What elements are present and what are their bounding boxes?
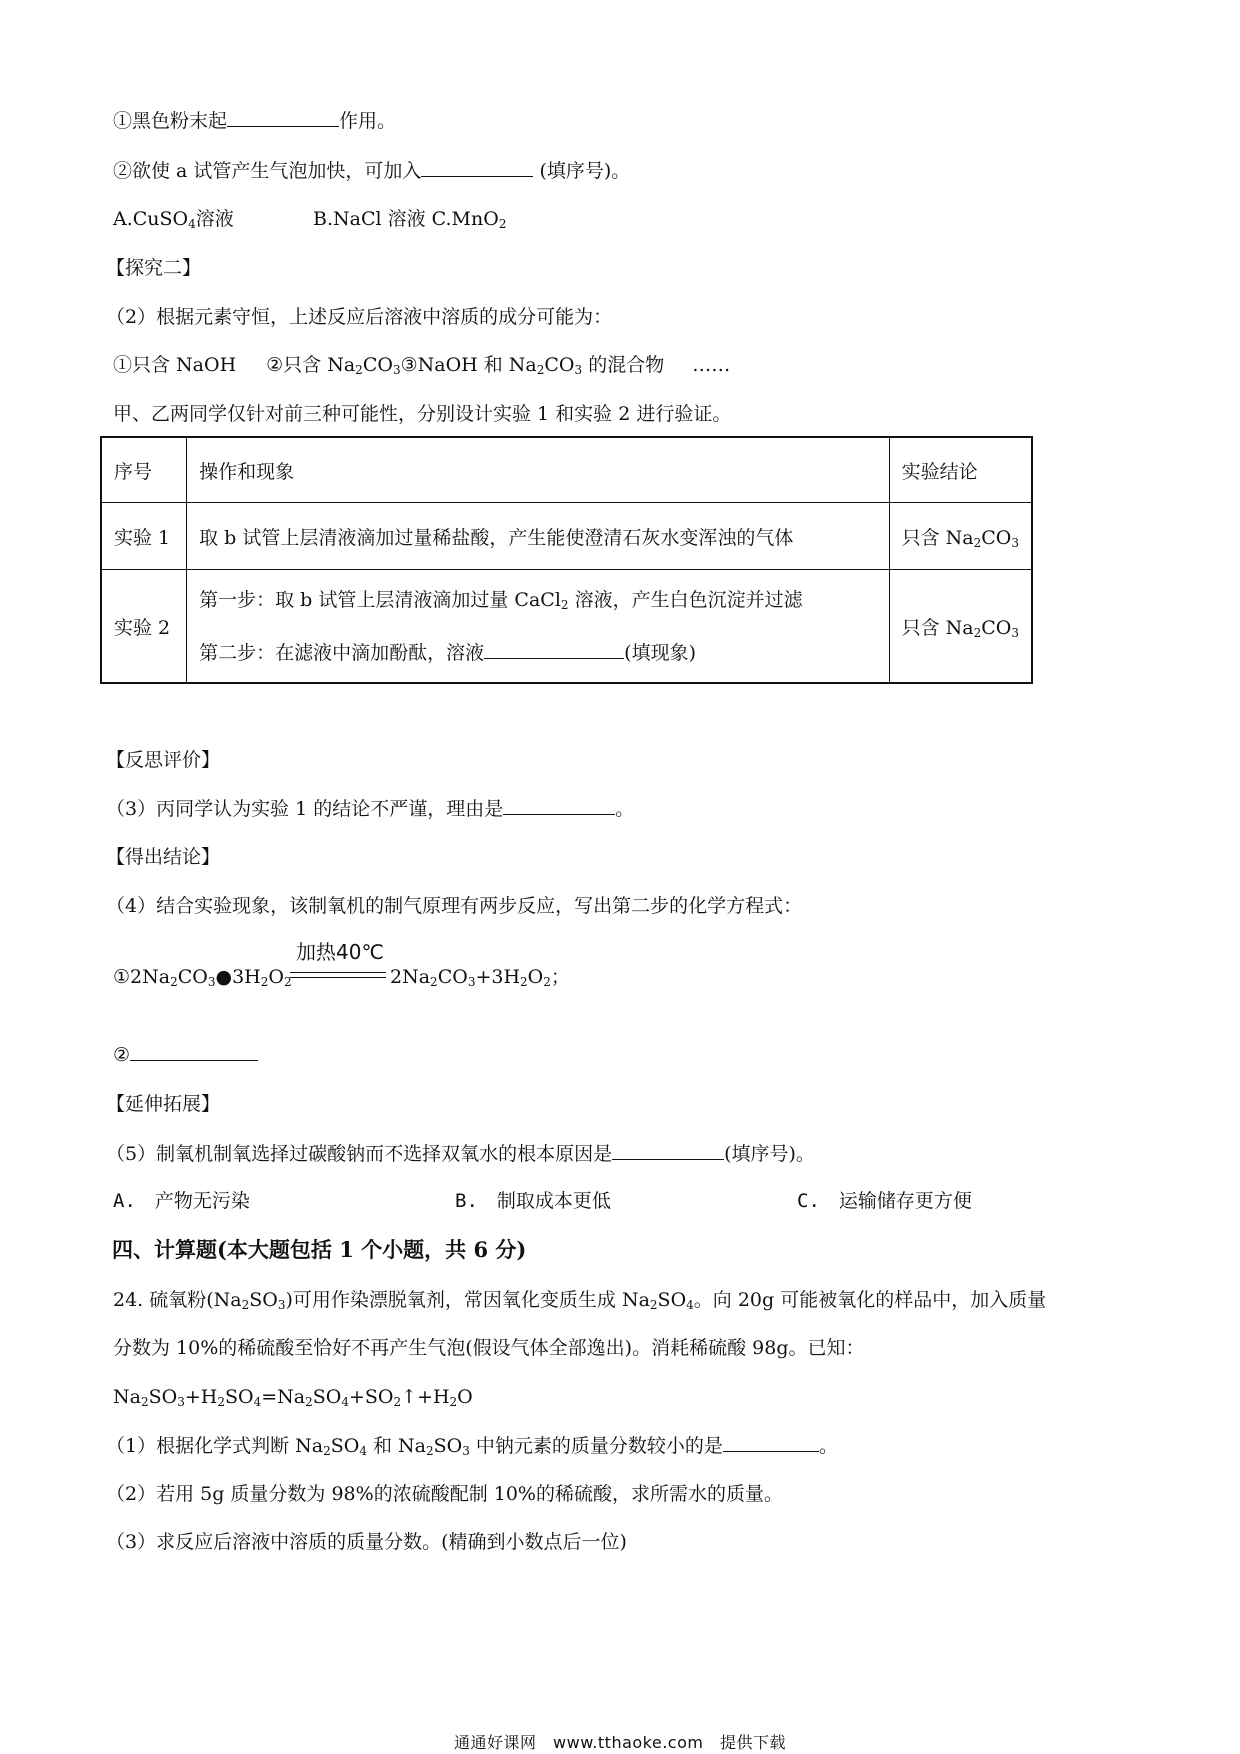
answer-blank[interactable] [612,1139,724,1160]
q1-item-2-text: ②欲使 a 试管产生气泡加快，可加入 [113,160,422,182]
header-conclusion: 实验结论 [889,437,1032,503]
problem-24-equation: $Na_2SO_3+H_2SO_4=Na_2SO_4+SO_2↑+H_2O$ [113,1386,473,1409]
row2-conclusion: 只含 $Na_2CO_3$ [889,570,1032,684]
q1-item-1 [113,106,396,135]
equation-right: $2Na_2CO_3+3H_2O_2$； [390,966,570,989]
answer-blank[interactable] [503,794,615,815]
q5-option-b: B. 制取成本更低 [455,1190,611,1212]
question-5: （5）制氧机制氧选择过碳酸钠而不选择双氧水的根本原因是 (填序号)。 [106,1139,815,1168]
possibility-3: ③NaOH 和 $Na_2CO_3$ 的混合物 [400,354,665,377]
option-b-c: B.NaCl 溶液 C.MnO$_2$ [313,208,507,231]
sub-question-3: （3）求反应后溶液中溶质的质量分数。(精确到小数点后一位) [106,1531,627,1553]
row2-operation [187,570,889,684]
answer-blank[interactable] [130,1040,258,1061]
experiment-table [100,436,1033,684]
row1-num: 实验 1 [101,503,187,570]
row2-num: 实验 2 [101,570,187,684]
q5-options [113,1187,1013,1215]
equation-2: ② [113,1040,258,1069]
possibility-more: …… [692,354,731,376]
q1-item-2-suffix: (填序号)。 [533,160,631,182]
q1-item-1-suffix: 作用。 [339,110,397,132]
row2-step1: 第一步：取 b 试管上层清液滴加过量 CaCl$_2$ 溶液，产生白色沉淀并过滤 [199,588,803,612]
table-row [101,503,1032,570]
section-4-title: 四、计算题(本大题包括 1 个小题，共 6 分) [112,1237,527,1262]
header-operation: 操作和现象 [187,437,889,503]
q5-option-a: A. 产物无污染 [113,1190,250,1212]
header-num: 序号 [101,437,187,503]
problem-24-line1: 24. 硫氧粉$(Na_2SO_3)$可用作染漂脱氧剂，常因氧化变质生成 $Na_2SO_4$。向 20g 可能被氧化的样品中，加入质量 [113,1289,1047,1312]
option-a: A.CuSO$_4$溶液 [113,208,234,231]
footer-download-note: 通通好课网 www.tthaoke.com 提供下载 [454,1733,786,1752]
table-header-row [101,437,1032,503]
reaction-condition: 加热40℃ [296,940,384,964]
section-heading-explore2: 【探究二】 [106,257,202,279]
answer-blank[interactable] [227,106,339,127]
q1-item-2 [113,156,630,185]
row2-step2: 第二步：在滤液中滴加酚酞，溶液 (填现象) [199,629,876,677]
question-2: （2）根据元素守恒，上述反应后溶液中溶质的成分可能为： [106,306,613,328]
possibility-2: ②只含 $Na_2CO_3$ [266,354,401,377]
row1-conclusion: 只含 $Na_2CO_3$ [889,503,1032,570]
answer-blank[interactable] [484,638,624,659]
equation-left: $①2Na_2CO_3●3H_2O_2$ [113,966,292,989]
section-heading-reflect: 【反思评价】 [106,749,221,771]
experiment-intro: 甲、乙两同学仅针对前三种可能性，分别设计实验 1 和实验 2 进行验证。 [113,403,732,425]
q5-option-c: C. 运输储存更方便 [797,1190,972,1212]
section-heading-conclude: 【得出结论】 [106,846,221,868]
question-4: （4）结合实验现象，该制氧机的制气原理有两步反应，写出第二步的化学方程式： [106,895,803,917]
table-row [101,570,1032,684]
possibilities [113,351,730,384]
answer-blank[interactable] [723,1431,819,1452]
q1-item-1-text: ①黑色粉末起 [113,110,228,132]
sub-question-1: （1）根据化学式判断 $Na_2SO_4$ 和 $Na_2SO_3$ 中钠元素的质量分数较小的是 。 [106,1431,838,1465]
question-3: （3）丙同学认为实验 1 的结论不严谨，理由是 。 [106,794,634,823]
section-heading-extend: 【延伸拓展】 [106,1093,221,1115]
q1-options [113,205,633,233]
possibility-1: ①只含 NaOH [113,354,237,376]
answer-blank[interactable] [421,156,533,177]
problem-24-line2: 分数为 10%的稀硫酸至恰好不再产生气泡(假设气体全部逸出)。消耗稀硫酸 98g。已知： [113,1337,865,1359]
sub-question-2: （2）若用 5g 质量分数为 98%的浓硫酸配制 10%的稀硫酸，求所需水的质量。 [106,1483,783,1505]
row1-operation: 取 b 试管上层清液滴加过量稀盐酸，产生能使澄清石灰水变浑浊的气体 [187,503,889,570]
